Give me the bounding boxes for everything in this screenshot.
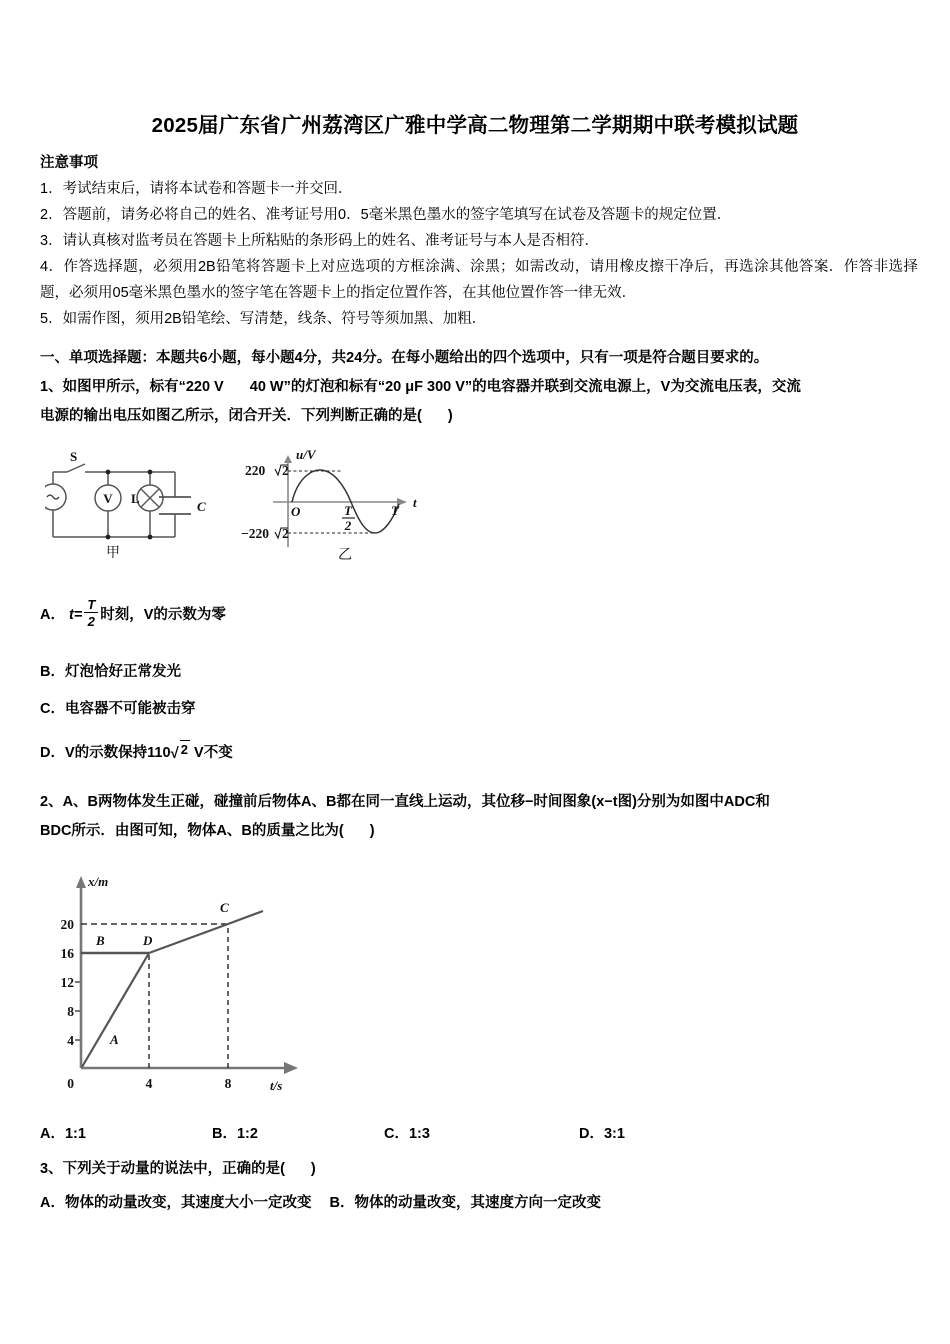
- waveform-x-axis-label: t: [413, 495, 417, 510]
- notice-item-5: 5．如需作图，须用2B铅笔绘、写清楚，线条、符号等须加黑、加粗．: [40, 311, 487, 327]
- q1-option-a-prefix: A．: [40, 607, 65, 623]
- junction-dot: [106, 470, 111, 475]
- xt-graph: [48, 868, 318, 1103]
- waveform-ymax-radicand: 2: [282, 463, 289, 478]
- q1-stem-paren: ): [447, 408, 453, 424]
- ac-source-icon: [45, 484, 66, 510]
- xt-ylabel-4: 4: [67, 1033, 74, 1048]
- xt-y-arrow: [76, 876, 86, 888]
- xt-point-c-label: C: [220, 900, 229, 915]
- xt-ylabel-20: 20: [60, 917, 74, 932]
- xt-ylabel-12: 12: [60, 975, 74, 990]
- waveform-ymin-radicand: 2: [282, 526, 289, 541]
- question-3-stem: [40, 1157, 918, 1178]
- q2-stem-part2: BDC所示．由图可知，物体A、B的质量之比为(: [40, 823, 344, 839]
- notice-heading: 注意事项: [40, 155, 98, 171]
- waveform-figure-caption: 乙: [338, 546, 352, 562]
- q1-frac-numerator: T: [84, 598, 98, 613]
- notice-item-1: 1．考试结束后，请将本试卷和答题卡一并交回．: [40, 181, 353, 197]
- q1-option-b: B．灯泡恰好正常发光: [40, 664, 181, 680]
- waveform-ymax-radical: [275, 463, 289, 478]
- q2-stem-part1: 2、A、B两物体发生正碰，碰撞前后物体A、B都在同一直线上运动，其位移−时间图象(x−t图)分别为如图中ADC和: [40, 794, 770, 810]
- q1-option-a-var: t=: [69, 607, 83, 623]
- question-1-stem: [40, 373, 918, 431]
- q3-option-a: A．物体的动量改变，其速度大小一定改变: [40, 1195, 312, 1211]
- lamp-label: L: [131, 491, 140, 506]
- junction-dot: [148, 470, 153, 475]
- waveform-period-label: T: [391, 503, 399, 518]
- xt-y-axis-title: x/m: [88, 874, 109, 889]
- waveform-y-arrow: [284, 455, 292, 463]
- waveform-origin-label: O: [291, 504, 301, 519]
- halfperiod-denominator: 2: [344, 518, 352, 533]
- page-title: 2025届广东省广州荔湾区广雅中学高二物理第二学期期中联考模拟试题: [151, 114, 799, 137]
- q1-option-a-suffix: 时刻，V的示数为零: [100, 607, 226, 623]
- notice-item-4: 4．作答选择题，必须用2B铅笔将答题卡上对应选项的方框涂满、涂黑；如需改动，请用橡皮擦干净后，再选涂其他答案．作答非选择题，必须用05毫米黑色墨水的签字笔在答题卡上的指定位置作答，在其他位置作答一律无效．: [40, 259, 918, 301]
- q1-option-d-radicand: 2: [180, 742, 189, 757]
- waveform-ymin-radical: [275, 526, 289, 541]
- xt-xlabel-4: 4: [145, 1076, 153, 1091]
- xt-origin-label: 0: [67, 1076, 74, 1091]
- waveform-diagram: [273, 455, 407, 547]
- xt-point-d-label: D: [143, 933, 153, 948]
- switch-blade-icon: [67, 464, 85, 472]
- waveform-y-axis-label: u/V: [296, 447, 316, 462]
- question-2-figure: [48, 868, 318, 1103]
- q3-option-b: B．物体的动量改变，其速度方向一定改变: [329, 1195, 601, 1211]
- capacitor-label: C: [197, 499, 206, 514]
- question-2-options: [40, 1122, 918, 1143]
- xt-ylabel-16: 16: [60, 946, 74, 961]
- waveform-ymin-label: −220: [241, 526, 269, 541]
- question-2-stem: [40, 788, 918, 846]
- q1-option-c: C．电容器不可能被击穿: [40, 701, 196, 717]
- q1-frac-denominator: 2: [87, 614, 95, 629]
- q2-stem-paren: ): [369, 823, 375, 839]
- q2-option-c: C．1:3: [384, 1126, 430, 1142]
- q1-stem-part1: 1、如图甲所示，标有“220 V: [40, 379, 224, 395]
- xt-point-b-label: B: [96, 933, 105, 948]
- q1-option-a-fraction: [84, 598, 98, 629]
- q1-option-d-suffix: V不变: [194, 745, 233, 761]
- q3-stem-text: 3、下列关于动量的说法中，正确的是(: [40, 1161, 285, 1177]
- waveform-ymax-label: 220: [245, 463, 266, 478]
- section-heading: 一、单项选择题：本题共6小题，每小题4分，共24分。在每小题给出的四个选项中，只有一项是符合题目要求的。: [40, 350, 769, 366]
- sqrt-icon: √: [170, 745, 179, 762]
- q2-option-d: D．3:1: [579, 1126, 625, 1142]
- xt-point-a-label: A: [110, 1032, 119, 1047]
- q1-option-d-prefix: D．V的示数保持110: [40, 745, 171, 761]
- q2-option-a: A．1:1: [40, 1126, 86, 1142]
- xt-x-axis-title: t/s: [270, 1078, 283, 1093]
- xt-x-arrow: [284, 1062, 298, 1074]
- circuit-figure-caption: 甲: [106, 544, 120, 560]
- junction-dot: [148, 535, 153, 540]
- q1-stem-part3: 电源的输出电压如图乙所示，闭合开关．下列判断正确的是(: [40, 408, 422, 424]
- voltmeter-label: V: [103, 491, 113, 506]
- notice-item-2: 2．答题前，请务必将自己的姓名、准考证号用0．5毫米黑色墨水的签字笔填写在试卷及答题卡的规定位置．: [40, 207, 732, 223]
- q1-stem-part2: 40 W”的灯泡和标有“20 μF 300 V”的电容器并联到交流电源上，V为交流电压表，交流: [249, 379, 801, 395]
- notice-item-3: 3．请认真核对监考员在答题卡上所粘贴的条形码上的姓名、准考证号与本人是否相符．: [40, 233, 600, 249]
- xt-xlabel-8: 8: [224, 1076, 232, 1091]
- q1-option-d: [40, 740, 233, 762]
- junction-dot: [106, 535, 111, 540]
- q3-stem-paren: ): [310, 1161, 316, 1177]
- q2-option-b: B．1:2: [212, 1126, 258, 1142]
- xt-ylabel-8: 8: [67, 1004, 74, 1019]
- q1-option-a: [40, 598, 226, 629]
- xt-line-dc: [149, 911, 263, 953]
- xt-line-a: [82, 953, 149, 1067]
- halfperiod-numerator: T: [344, 503, 352, 518]
- question-3-options: [40, 1191, 918, 1212]
- notice-section: [40, 150, 918, 332]
- question-1-figures: [45, 447, 445, 562]
- figure-group-1: [45, 447, 445, 562]
- switch-label: S: [70, 449, 78, 464]
